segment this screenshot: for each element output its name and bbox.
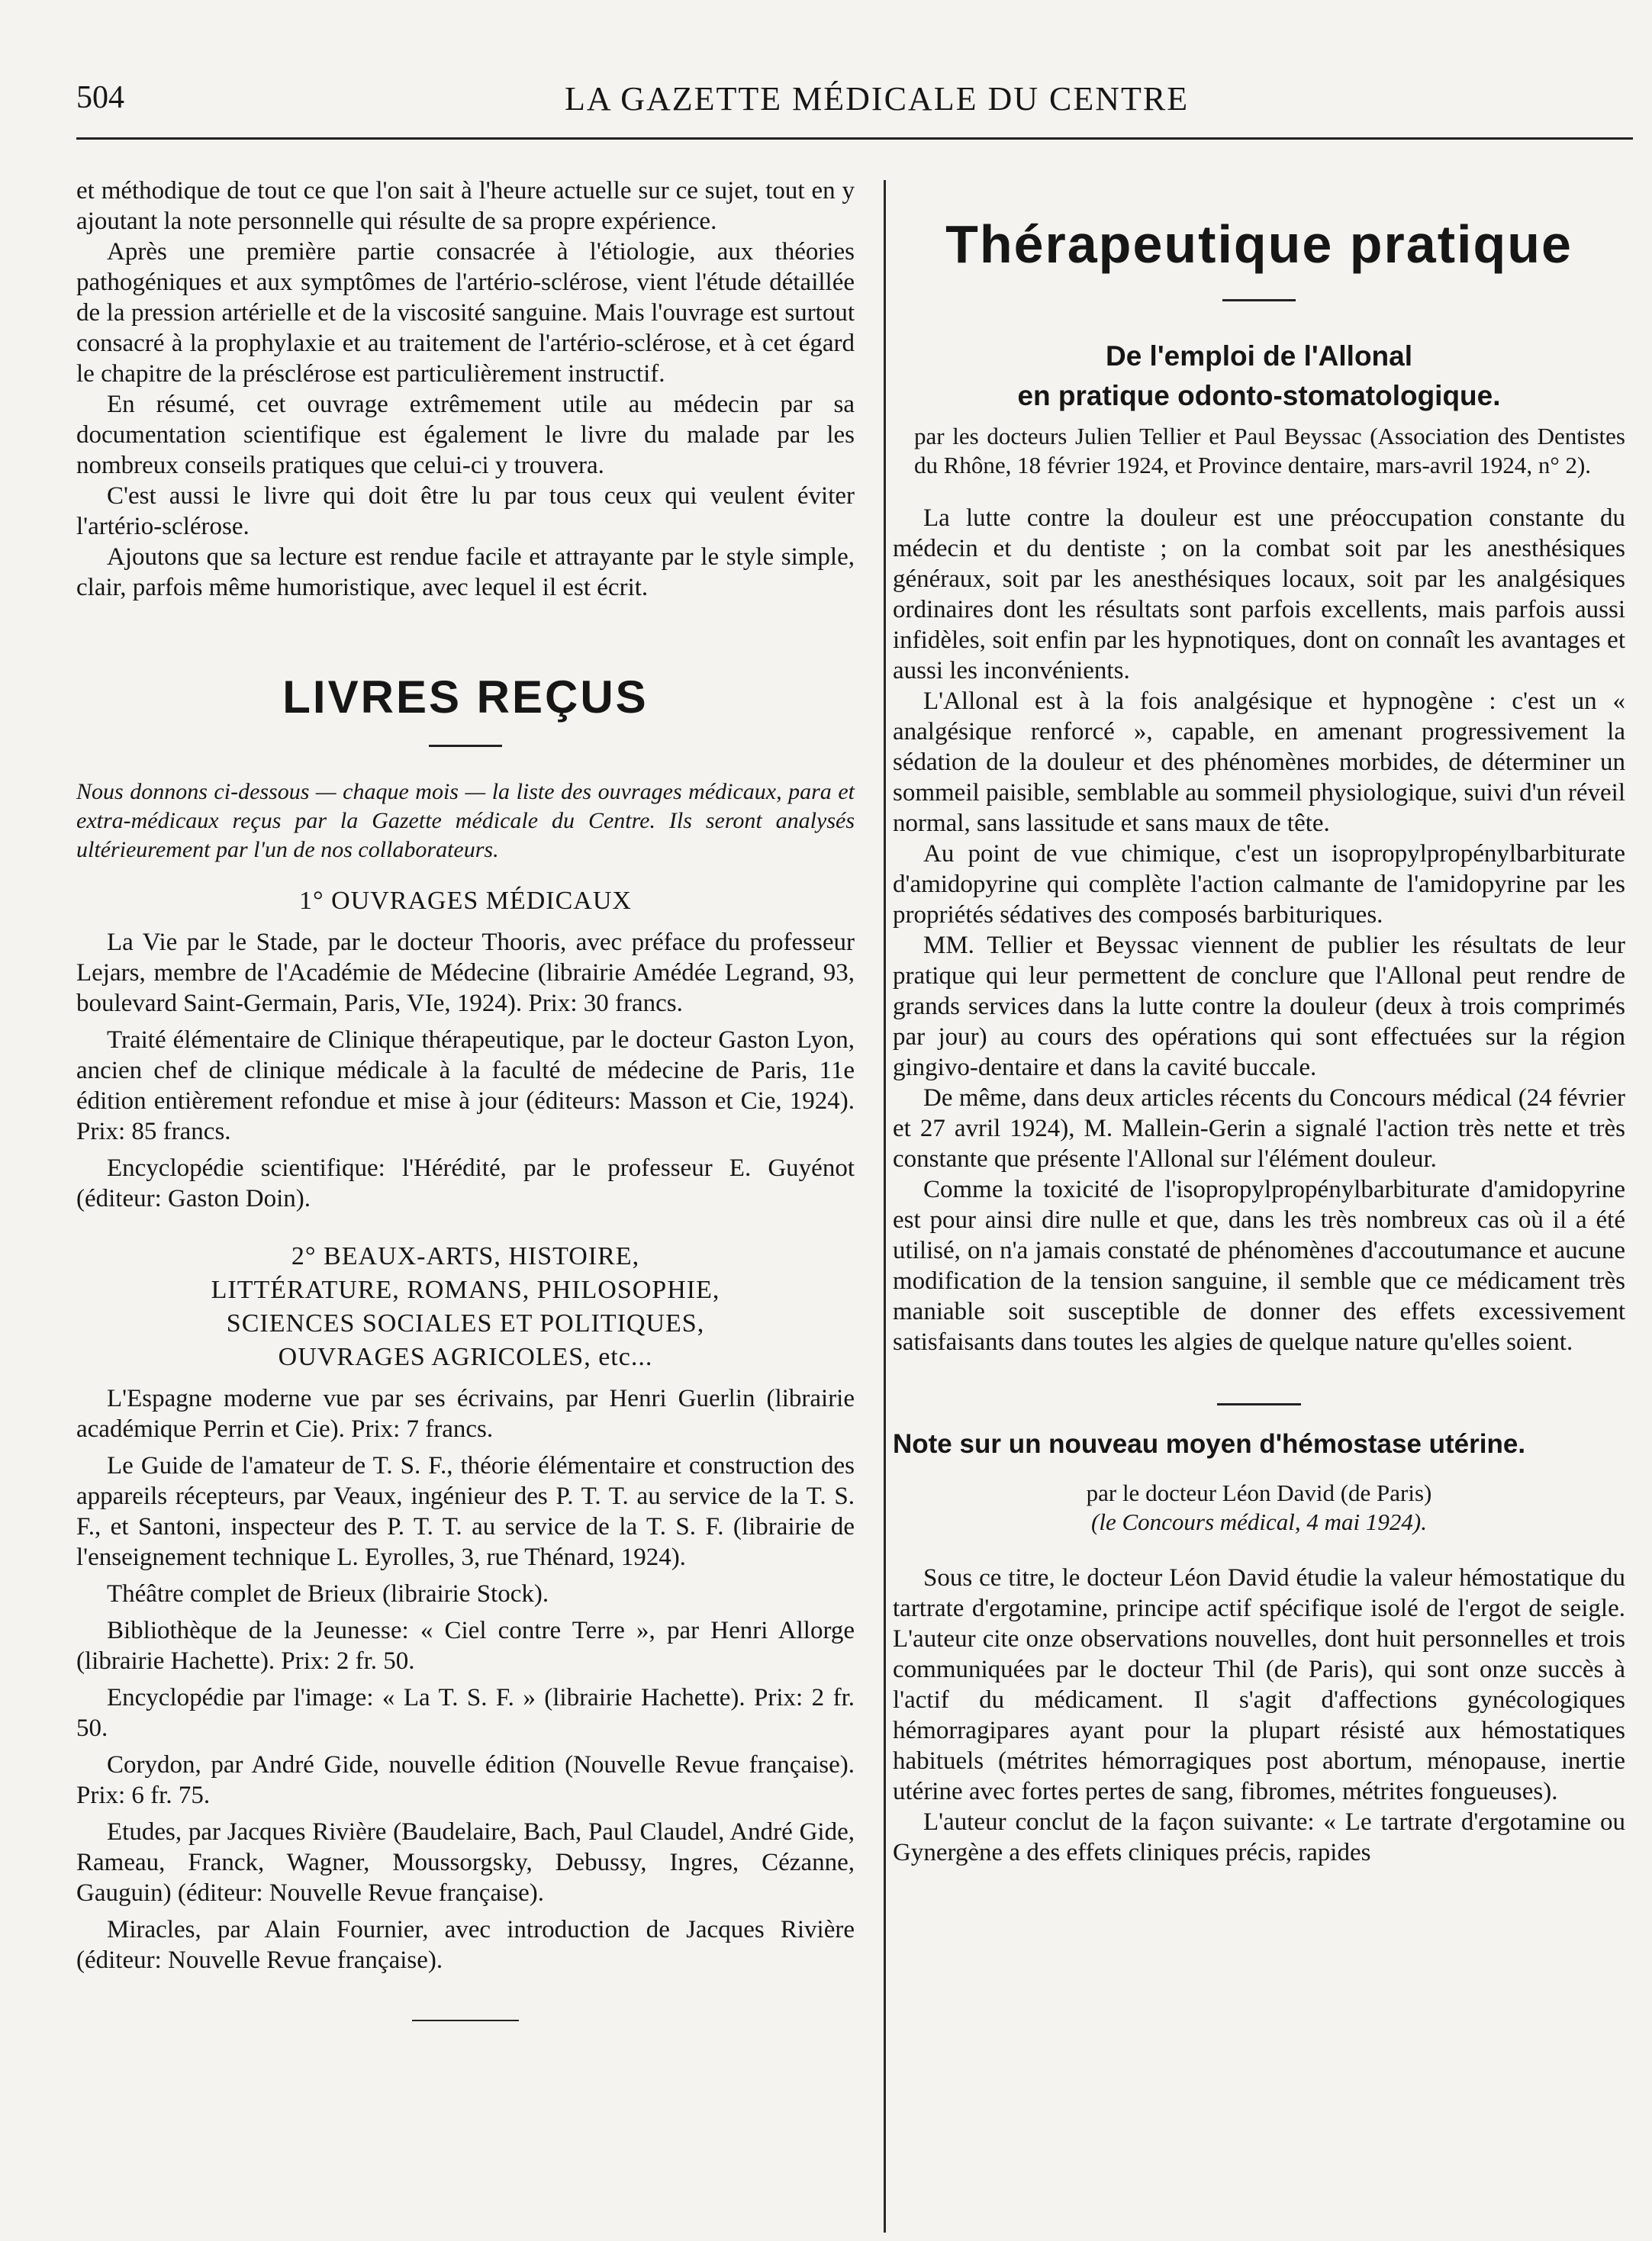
article-byline: par le docteur Léon David (de Paris): [1086, 1480, 1432, 1506]
book-entry: Encyclopédie par l'image: « La T. S. F. » (librairie Hachette). Prix: 2 fr. 50.: [76, 1684, 855, 1742]
article-separator: [1217, 1403, 1301, 1405]
section-note: Nous donnons ci-dessous — chaque mois — la liste des ouvrages médicaux, para et extra-médicaux reçus par la Gazette médicale du Centre. Ils seront analysés ultérieurement par l'un de nos collaborateurs.: [76, 779, 855, 862]
end-rule: [412, 2020, 519, 2021]
article-paragraph: L'Allonal est à la fois analgésique et hypnogène : c'est un « analgésique renforcé », capable, en amenant progressivement la sédation de la douleur et des phénomènes morbides, de déterminer un sommeil paisible, semblable au sommeil physiologique, suivi d'un réveil normal, sans lassitude et sans maux de tête.: [893, 687, 1625, 837]
book-entry: La Vie par le Stade, par le docteur Thooris, avec préface du professeur Lejars, membre de l'Académie de Médecine (librairie Amédée Legrand, 93, boulevard Saint-Germain, Paris, VIe, 1924). Prix: 30 francs.: [76, 929, 855, 1017]
right-column: [893, 175, 1625, 1868]
article-paragraph: La lutte contre la douleur est une préoccupation constante du médecin et du dentiste ; on la combat soit par les anesthésiques généraux, soit par les anesthésiques locaux, soit par les analgésiques ordinaires dont les résultats sont parfois excellents, mais parfois aussi infidèles, soit enfin par les hypnotiques, dont on connaît les avantages et aussi les inconvénients.: [893, 504, 1625, 684]
subhead-other-books: [76, 1240, 855, 1374]
book-entry: Corydon, par André Gide, nouvelle édition (Nouvelle Revue française). Prix: 6 fr. 75.: [76, 1751, 855, 1809]
spacer: [893, 480, 1625, 503]
intro-paragraph: Ajoutons que sa lecture est rendue facile et attrayante par le style simple, clair, parfois même humoristique, avec lequel il est écrit.: [76, 543, 855, 601]
header-rule: [76, 137, 1633, 140]
article-title: Note sur un nouveau moyen d'hémostase utérine.: [893, 1429, 1526, 1459]
book-entry: Encyclopédie scientifique: l'Hérédité, par le professeur E. Guyénot (éditeur: Gaston Doin).: [76, 1154, 855, 1212]
intro-paragraph: C'est aussi le livre qui doit être lu par tous ceux qui veulent éviter l'artério-sclérose.: [76, 482, 855, 540]
book-entry: Traité élémentaire de Clinique thérapeutique, par le docteur Gaston Lyon, ancien chef de clinique médicale à la faculté de médecine de Paris, 11e édition entièrement refondue et mise à jour (éditeurs: Masson et Cie, 1924). Prix: 85 francs.: [76, 1026, 855, 1145]
intro-paragraph: Après une première partie consacrée à l'étiologie, aux théories pathogéniques et aux symptômes de l'artério-sclérose, vient l'étude détaillée de la pression artérielle et de la viscosité sanguine. Mais l'ouvrage est surtout consacré à la prophylaxie et au traitement de l'artério-sclérose, et à cet égard le chapitre de la présclérose est particulièrement instructif.: [76, 238, 855, 388]
subhead-line: SCIENCES SOCIALES ET POLITIQUES,: [226, 1309, 705, 1338]
book-entry: Miracles, par Alain Fournier, avec introduction de Jacques Rivière (éditeur: Nouvelle Revue française).: [76, 1916, 855, 1974]
book-entry: L'Espagne moderne vue par ses écrivains, par Henri Guerlin (librairie académique Perrin et Cie). Prix: 7 francs.: [76, 1385, 855, 1443]
article-byline: par les docteurs Julien Tellier et Paul Beyssac (Association des Dentistes du Rhône, 18 février 1924, et Province dentaire, mars-avril 1924, n° 2).: [914, 423, 1625, 478]
subhead-line: LITTÉRATURE, ROMANS, PHILOSOPHIE,: [211, 1276, 720, 1304]
book-entry: Etudes, par Jacques Rivière (Baudelaire, Bach, Paul Claudel, André Gide, Rameau, Franck, Wagner, Moussorgsky, Debussy, Ingres, Cézanne, Gauguin) (éditeur: Nouvelle Revue française).: [76, 1818, 855, 1907]
article-source: (le Concours médical, 4 mai 1924).: [1091, 1508, 1427, 1535]
subhead-line: OUVRAGES AGRICOLES, etc...: [278, 1343, 653, 1371]
book-entry: Théâtre complet de Brieux (librairie Stock).: [107, 1580, 549, 1608]
column-divider: [884, 180, 886, 2233]
article-paragraph: MM. Tellier et Beyssac viennent de publier les résultats de leur pratique qui leur permettent de conclure que l'Allonal peut rendre de grands services dans la lutte contre la douleur (deux à trois comprimés par jour) au cours des opérations qui sont effectuées sur la région gingivo-dentaire et dans la cavité buccale.: [893, 932, 1625, 1081]
page-header: [76, 79, 1587, 125]
section-rule: [1222, 299, 1296, 301]
running-title: LA GAZETTE MÉDICALE DU CENTRE: [565, 80, 1190, 118]
article-paragraph: Comme la toxicité de l'isopropylpropénylbarbiturate d'amidopyrine est pour ainsi dire nulle et que, dans les très nombreux cas où il a été utilisé, on n'a jamais constaté de phénomènes d'accoutumance et aucune modification de la tension sanguine, il semble que ce médicament très maniable soit susceptible de donner des effets excessivement satisfaisants dans toutes les algies de quelque nature qu'elles soient.: [893, 1176, 1625, 1356]
book-entry: Bibliothèque de la Jeunesse: « Ciel contre Terre », par Henri Allorge (librairie Hachette). Prix: 2 fr. 50.: [76, 1617, 855, 1675]
article-paragraph: Sous ce titre, le docteur Léon David étudie la valeur hémostatique du tartrate d'ergotamine, principe actif spécifique isolé de l'ergot de seigle. L'auteur cite onze observations nouvelles, dont huit personnelles et trois communiquées par le docteur Thil (de Paris), qui sont onze succès à l'actif du médicament. Il s'agit d'affections gynécologiques hémorragipares ayant pour la plupart résisté aux hémostatiques habituels (métrites hémorragiques post abortum, ménopause, inertie utérine avec fortes pertes de sang, fibromes, métrites fongueuses).: [893, 1564, 1625, 1805]
intro-paragraph: En résumé, cet ouvrage extrêmement utile au médecin par sa documentation scientifique est également le livre du malade par les nombreux conseils pratiques que celui-ci y trouvera.: [76, 391, 855, 479]
article-title-line: De l'emploi de l'Allonal: [1105, 340, 1413, 372]
spacer: [893, 1537, 1625, 1563]
left-column: [76, 175, 855, 2021]
article-title-line: en pratique odonto-stomatologique.: [1017, 380, 1501, 411]
page-number: 504: [76, 80, 124, 115]
section-rule: [429, 745, 502, 747]
section-title-therapeutique: Thérapeutique pratique: [945, 214, 1573, 274]
section-title-livres-recus: LIVRES REÇUS: [282, 671, 649, 723]
article-paragraph: Au point de vue chimique, c'est un isopropylpropénylbarbiturate d'amidopyrine qui complète l'action calmante de l'amidopyrine par les propriétés sédatives des composés barbituriques.: [893, 840, 1625, 929]
subhead-line: 2° BEAUX-ARTS, HISTOIRE,: [291, 1242, 640, 1270]
subhead-medical-books: 1° OUVRAGES MÉDICAUX: [299, 887, 632, 915]
article-paragraph: L'auteur conclut de la façon suivante: « Le tartrate d'ergotamine ou Gynergène a des effets cliniques précis, rapides: [893, 1808, 1625, 1866]
intro-paragraph: et méthodique de tout ce que l'on sait à l'heure actuelle sur ce sujet, tout en y ajoutant la note personnelle qui résulte de sa propre expérience.: [76, 177, 855, 235]
book-entry: Le Guide de l'amateur de T. S. F., théorie élémentaire et construction des appareils récepteurs, par Veaux, ingénieur des P. T. T. au service de la T. S. F., et Santoni, inspecteur des P. T. T. au service de la T. S. F. (librairie de l'enseignement technique L. Eyrolles, 3, rue Thénard, 1924).: [76, 1452, 855, 1571]
article-paragraph: De même, dans deux articles récents du Concours médical (24 février et 27 avril 1924), M. Mallein-Gerin a signalé l'action très nette et très constante que présente l'Allonal sur l'élément douleur.: [893, 1084, 1625, 1173]
